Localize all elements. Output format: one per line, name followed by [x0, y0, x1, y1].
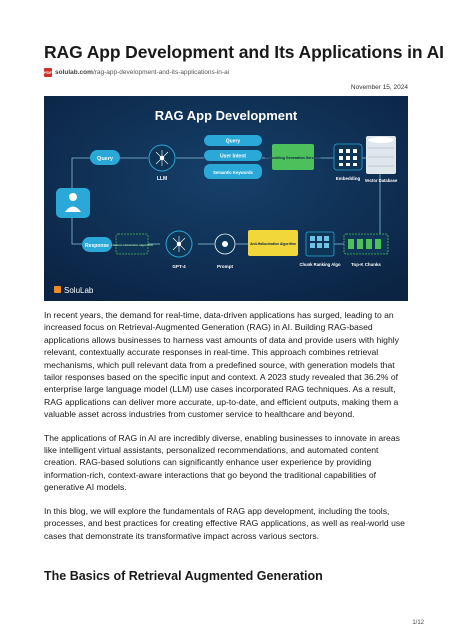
pdf-icon: PDF: [44, 70, 52, 75]
page-title: RAG App Development and Its Applications in AI: [44, 42, 444, 62]
publish-date: November 15, 2024: [350, 84, 408, 91]
vector-database-label: Vector Database: [364, 178, 398, 183]
query-pill: Query: [97, 156, 113, 162]
embedding-services-box: Embedding Generation Services: [265, 156, 321, 160]
embedding-icon: [334, 144, 362, 170]
embedding-label: Embedding: [335, 176, 361, 181]
source-path: /rag-app-development-and-its-applications-in-ai: [92, 69, 230, 76]
anti-hallucination-box: Anti-Hallucination Algorithm: [250, 242, 296, 246]
box-semantic-keywords: Semantic Keywords: [213, 170, 253, 175]
chunk-ranking-label: Chunk Ranking Algo: [299, 262, 341, 267]
box-user-intent: User Intent: [219, 153, 247, 160]
solulab-logo: [54, 286, 61, 293]
paragraph-2: The applications of RAG in AI are incredibly diverse, enabling businesses to innovate in areas like intelligent virtual assistants, personalized recommendations, and automated content creation. RAG-based solutions can significantly enhance user experience by providing information-rich, context-aware interactions that go beyond the traditional capabilities of generative AI models.: [44, 432, 400, 493]
section-heading: The Basics of Retrieval Augmented Generation: [44, 569, 323, 583]
topk-chunks-icon: [344, 234, 388, 254]
figure-heading: RAG App Development: [154, 108, 298, 123]
paragraph-1: In recent years, the demand for real-time, data-driven applications has surged, leading to an increased focus on Retrieval-Augmented Generation (RAG) in AI. Building RAG-based applications allows businesses to harness vast amounts of data and provide users with highly relevant, contextually accurate responses in real-time. This approach combines retrieval mechanisms, which pull relevant data from a predefined source, with generation models that tailor responses based on the specific input and context. A 2023 study revealed that 36.2% of enterprise large language model (LLM) use cases incorporated RAG techniques. As a result, RAG applications can deliver more accurate, up-to-date, and efficient outputs, making them a valuable asset across industries from customer service to healthcare and beyond.: [44, 310, 399, 420]
box-query: Query: [225, 138, 241, 145]
database-icon: [366, 136, 396, 174]
chunk-ranking-icon: [306, 232, 334, 256]
topk-chunks-label: Top-K Chunks: [351, 262, 381, 267]
response-pill: Response: [85, 243, 109, 249]
brand-label: SoluLab: [64, 286, 94, 295]
llm-label: LLM: [156, 176, 168, 182]
llm-node-icon: [149, 145, 175, 171]
gpt4-label: GPT-4: [172, 264, 186, 269]
user-icon: [56, 188, 90, 218]
body-text: [44, 309, 410, 553]
gpt4-node-icon: [166, 231, 192, 257]
source-domain: solulab.com: [55, 69, 93, 76]
paragraph-3: In this blog, we will explore the fundamentals of RAG app development, including the tools, processes, and best practices for creating effective RAG applications, as well as real-world use cases that demonstrate its transformative impact across various sectors.: [44, 505, 405, 541]
rag-diagram-figure: [44, 96, 408, 301]
prompt-icon: [215, 234, 235, 254]
prompt-label: Prompt: [216, 264, 234, 269]
citation-box: citation calculation algorithm: [111, 243, 153, 247]
source-url[interactable]: [44, 68, 229, 77]
page-number: 1/12: [412, 620, 424, 626]
